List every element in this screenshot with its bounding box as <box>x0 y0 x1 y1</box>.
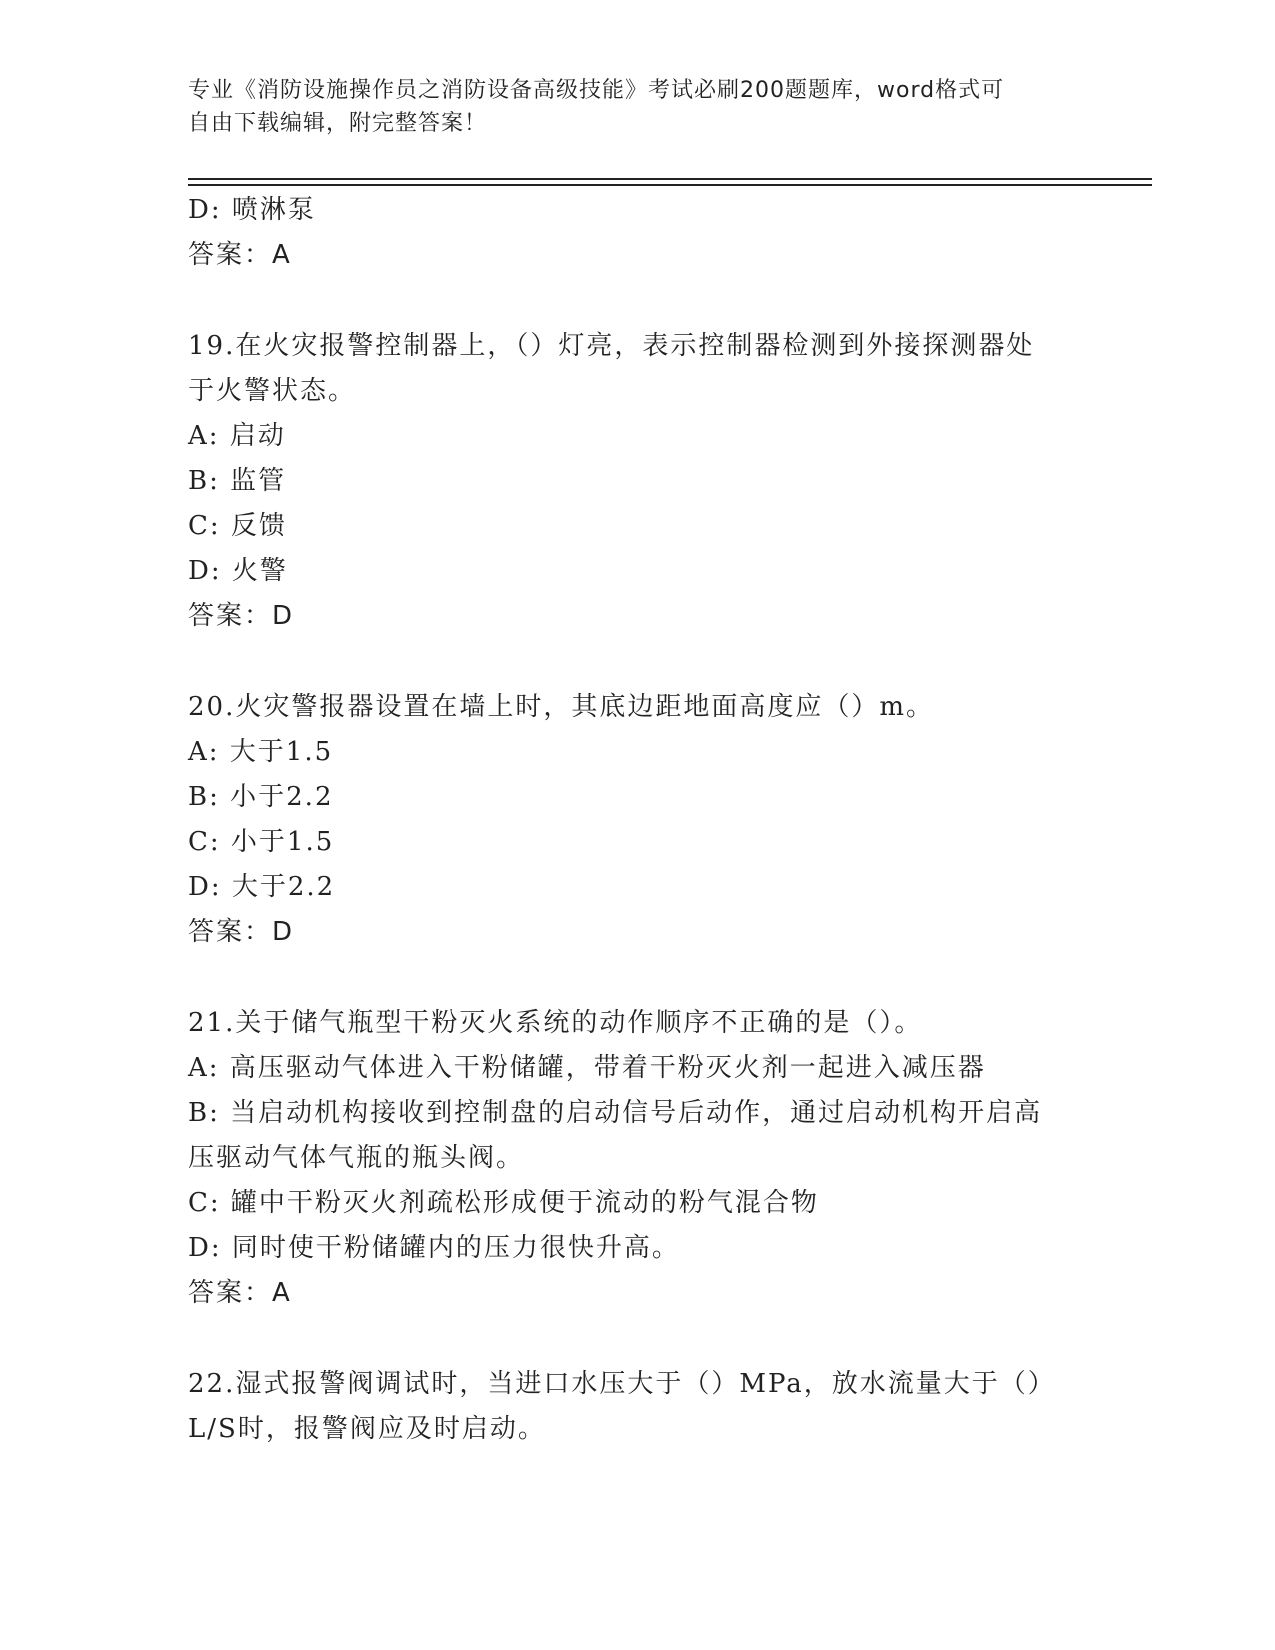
answer: 答案：D <box>188 917 295 947</box>
answer: 答案：A <box>188 1278 292 1308</box>
option-b: B: 监管 <box>188 466 287 496</box>
option-d: D: 大于2.2 <box>188 872 336 902</box>
previous-question-tail <box>188 188 1088 278</box>
header-line-2: 自由下载编辑，附完整答案！ <box>188 111 488 136</box>
option-b: B: 当启动机构接收到控制盘的启动信号后动作，通过启动机构开启高 <box>188 1098 1043 1128</box>
option-b: B: 小于2.2 <box>188 782 334 812</box>
header-line-1: 专业《消防设施操作员之消防设备高级技能》考试必刷200题题库，word格式可 <box>188 78 1005 103</box>
question-stem: 22.湿式报警阀调试时，当进口水压大于（）MPa，放水流量大于（） <box>188 1369 1056 1399</box>
option-d: D: 喷淋泵 <box>188 195 316 225</box>
question-stem: 19.在火灾报警控制器上，（）灯亮，表示控制器检测到外接探测器处 <box>188 331 1035 361</box>
option-d: D: 同时使干粉储罐内的压力很快升高。 <box>188 1233 680 1263</box>
option-a: A: 大于1.5 <box>188 737 334 767</box>
document-header <box>188 74 1088 140</box>
question-21 <box>188 1001 1088 1316</box>
option-a: A: 启动 <box>188 421 286 451</box>
question-content <box>188 188 1088 1452</box>
option-c: C: 小于1.5 <box>188 827 335 857</box>
header-rule-bottom <box>188 184 1152 186</box>
question-stem: 20.火灾警报器设置在墙上时，其底边距地面高度应（）m。 <box>188 692 935 722</box>
question-stem: 21.关于储气瓶型干粉灭火系统的动作顺序不正确的是（）。 <box>188 1008 923 1038</box>
option-a: A: 高压驱动气体进入干粉储罐，带着干粉灭火剂一起进入减压器 <box>188 1053 986 1083</box>
answer: 答案：D <box>188 601 295 631</box>
option-b-cont: 压驱动气体气瓶的瓶头阀。 <box>188 1143 525 1173</box>
question-19 <box>188 324 1088 639</box>
question-22 <box>188 1362 1088 1452</box>
option-c: C: 罐中干粉灭火剂疏松形成便于流动的粉气混合物 <box>188 1188 819 1218</box>
header-rule-top <box>188 178 1152 180</box>
option-d: D: 火警 <box>188 556 288 586</box>
option-c: C: 反馈 <box>188 511 287 541</box>
question-stem-cont: L/S时，报警阀应及时启动。 <box>188 1414 546 1444</box>
question-20 <box>188 685 1088 955</box>
answer: 答案：A <box>188 240 292 270</box>
question-stem-cont: 于火警状态。 <box>188 376 357 406</box>
